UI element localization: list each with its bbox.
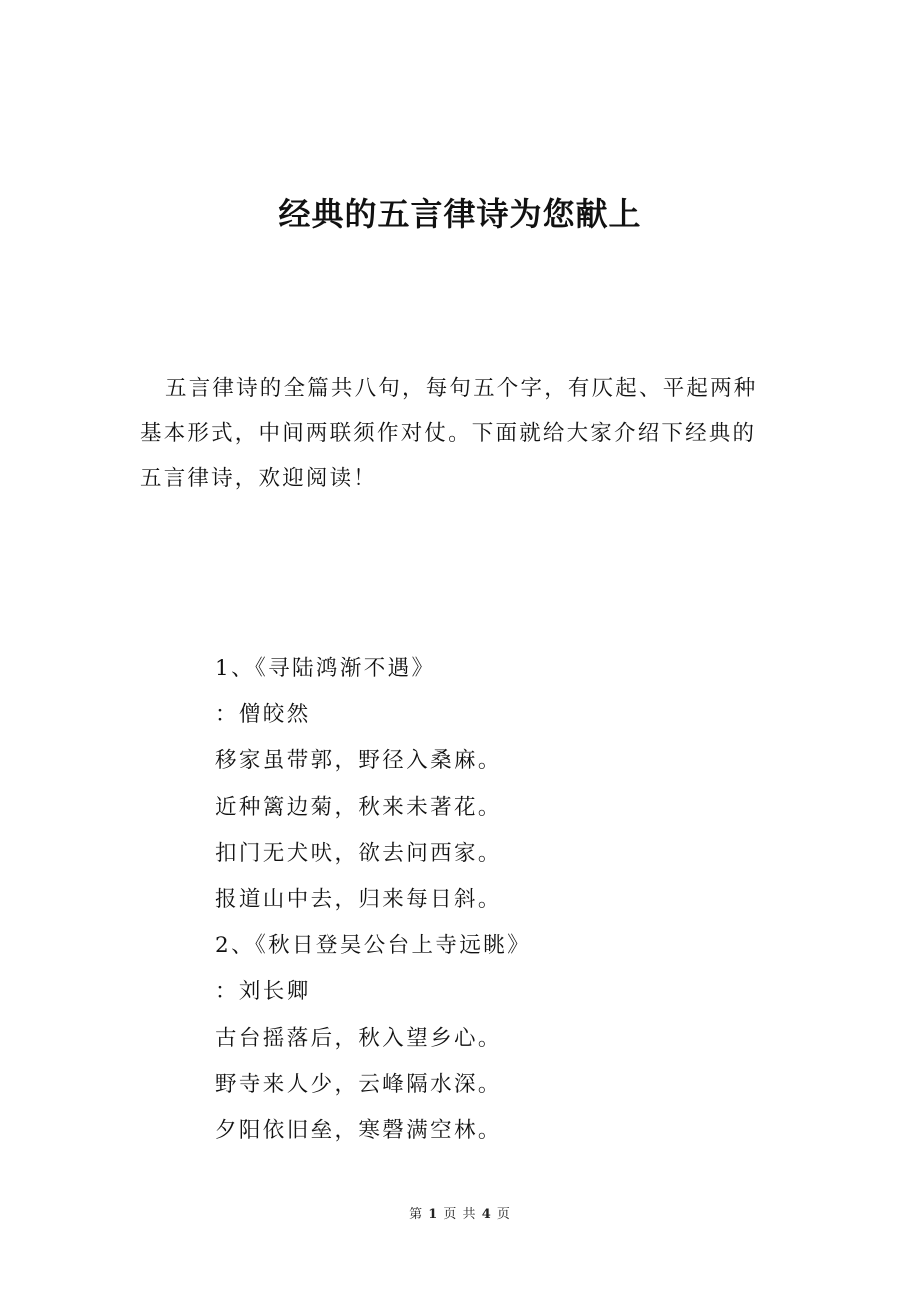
- poem-line: 报道山中去，归来每日斜。: [215, 886, 502, 912]
- poem-line: 夕阳依旧垒，寒磬满空林。: [215, 1117, 502, 1143]
- poem-2-author: ：刘长卿: [215, 979, 311, 1005]
- poem-line: 古台摇落后，秋入望乡心。: [215, 1025, 502, 1051]
- document-title: 经典的五言律诗为您献上: [278, 195, 642, 233]
- page-footer: [0, 1205, 920, 1225]
- footer-suffix: 页: [496, 1207, 511, 1222]
- current-page-number: 1: [428, 1207, 439, 1222]
- intro-paragraph: 五言律诗的全篇共八句，每句五个字，有仄起、平起两种基本形式，中间两联须作对仗。下面就给大家介绍下经典的五言律诗，欢迎阅读！: [140, 376, 758, 491]
- poem-2-heading: 2、《秋日登吴公台上寺远眺》: [215, 933, 532, 959]
- poem-1-heading: 1、《寻陆鸿渐不遇》: [215, 656, 436, 681]
- poem-list: [215, 646, 775, 1154]
- poem-line: 扣门无犬吠，欲去问西家。: [215, 840, 502, 866]
- poem-line: 野寺来人少，云峰隔水深。: [215, 1071, 502, 1097]
- footer-middle: 页 共: [443, 1207, 477, 1222]
- poem-line: 移家虽带郭，野径入桑麻。: [215, 748, 502, 774]
- poem-line: 近种篱边菊，秋来未著花。: [215, 794, 502, 820]
- total-page-count: 4: [481, 1207, 492, 1222]
- poem-1-author: ：僧皎然: [215, 702, 311, 728]
- footer-prefix: 第: [409, 1207, 424, 1222]
